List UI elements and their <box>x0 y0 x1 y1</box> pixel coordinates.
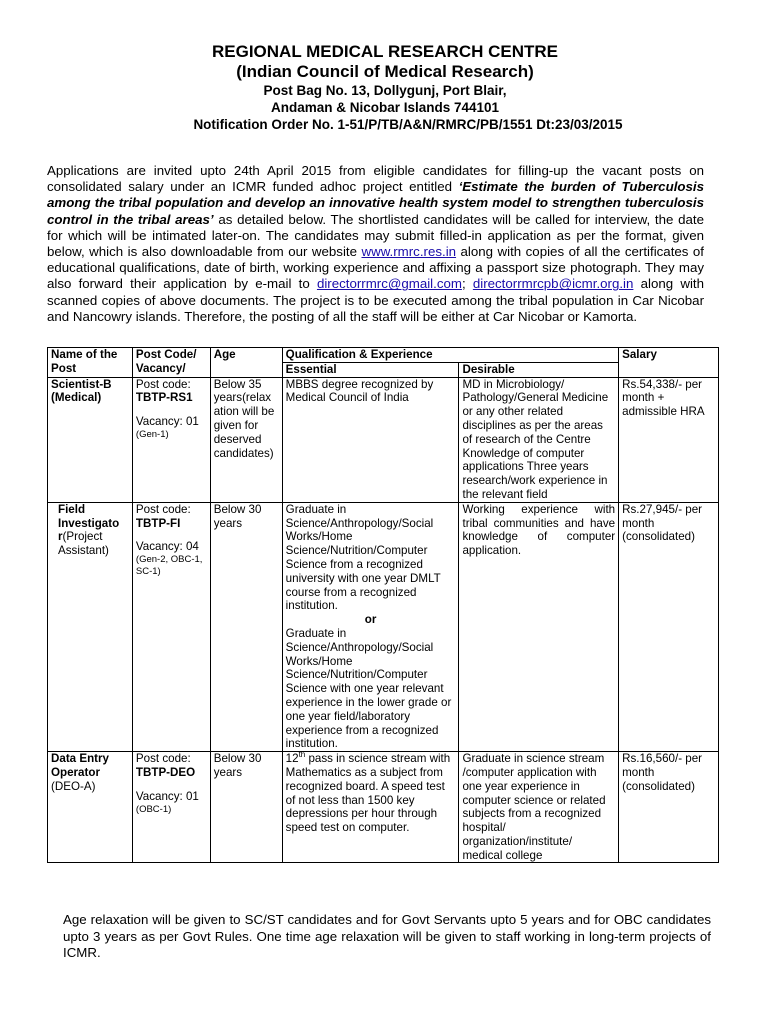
post-code-label: Post code: <box>135 502 191 516</box>
header-code: Post Code/ Vacancy/ <box>132 348 210 378</box>
essential-grade-suffix: th <box>298 750 306 760</box>
post-name-detail: (Project Assistant) <box>58 530 109 558</box>
post-code: TBTP-FI <box>135 516 181 530</box>
age-relaxation-note: Age relaxation will be given to SC/ST candidates and for Govt Servants upto 5 years and for OBC candidates upto 3 years as per Govt Rules. One time age relaxation will be given to staff working in long-term projects of ICMR. <box>63 912 711 960</box>
email-link-2[interactable]: directorrmrcpb@icmr.org.in <box>472 276 634 292</box>
post-code-label: Post code: <box>135 752 191 766</box>
post-code-label: Post code: <box>135 377 191 391</box>
salary-cell: Rs.16,560/- per month (consolidated) <box>619 752 719 863</box>
essential-or: or <box>364 613 377 627</box>
post-code-cell <box>132 502 210 751</box>
address-line-1: Post Bag No. 13, Dollygunj, Port Blair, <box>263 83 507 98</box>
post-name-cell <box>48 377 133 502</box>
address-line-2: Andaman & Nicobar Islands 744101 <box>270 100 500 115</box>
vacancy-category: (OBC-1) <box>135 803 172 815</box>
header-essential: Essential <box>282 362 459 377</box>
table-row <box>48 502 719 751</box>
email-separator: ; <box>461 276 473 292</box>
age-cell: Below 30 years <box>210 502 282 751</box>
intro-text-1: Applications are invited upto 24th April 2015 from eligible candidates for filling-up the vacant posts on consolidated salary under an ICMR funded adhoc project entitled <box>47 163 704 195</box>
notification-number: Notification Order No. 1-51/P/TB/A&N/RMRC/PB/1551 Dt:23/03/2015 <box>193 117 623 132</box>
post-name-cell <box>48 752 133 863</box>
header-desirable: Desirable <box>459 362 619 377</box>
header-salary: Salary <box>619 348 719 378</box>
vacancy-category: (Gen-2, OBC-1, SC-1) <box>135 554 203 578</box>
essential-cell <box>282 752 459 863</box>
post-code-cell <box>132 752 210 863</box>
header-name: Name of the Post <box>48 348 133 378</box>
intro-text-2: as detailed below. The shortlisted candidates will be called for interview, the date for which will be intimated later-on. The candidates may submit filled-in application as per the format, given below, which is also downloadable from our website <box>47 211 704 260</box>
essential-option-1: Graduate in Science/Anthropology/Social Works/Home Science/Nutrition/Computer Science from a recognized university with one year DMLT course from a recognized institution. <box>285 502 441 613</box>
post-name: Field Investigato r <box>58 502 120 544</box>
desirable-cell: Working experience with tribal communities and have knowledge of computer application. <box>459 502 619 751</box>
table-row <box>48 752 719 863</box>
intro-text-3: along with copies of all the certificates of educational qualifications, date of birth, working experience and affixing a passport size photograph. They may also forward their application by e-mail to <box>47 244 704 292</box>
header-qualification: Qualification & Experience <box>282 348 618 363</box>
vacancy-category: (Gen-1) <box>135 428 169 440</box>
intro-paragraph <box>47 163 704 325</box>
table-header-row <box>48 348 719 363</box>
vacancy-count: Vacancy: 01 <box>135 415 199 429</box>
post-name-cell <box>48 502 133 751</box>
desirable-cell: Graduate in science stream /computer application with one year experience in computer science or related subjects from a recognized hospital/ organization/institute/ medical college <box>459 752 619 863</box>
essential-text: pass in science stream with Mathematics as a subject from recognized board. A speed test of not less than 1500 key depressions per hour through speed test on computer. <box>285 752 451 835</box>
desirable-cell: MD in Microbiology/ Pathology/General Medicine or any other related disciplines as per the areas of research of the Centre Knowledge of computer applications Three years research/work experience in the relevant field <box>459 377 619 502</box>
post-code: TBTP-RS1 <box>135 391 193 405</box>
email-link-1[interactable]: directorrmrc@gmail.com <box>316 276 462 292</box>
parent-org: (Indian Council of Medical Research) <box>236 62 534 81</box>
salary-cell: Rs.54,338/- per month + admissible HRA <box>619 377 719 502</box>
project-title: ‘Estimate the burden of Tuberculosis among the tribal population and develop an innovative health system model to strengthen tuberculosis control in the tribal areas’ <box>47 179 705 227</box>
table-row <box>48 377 719 502</box>
post-name: Data Entry Operator <box>51 752 109 779</box>
essential-grade: 12 <box>285 752 299 766</box>
post-code: TBTP-DEO <box>135 765 196 779</box>
post-name-detail: (DEO-A) <box>51 779 96 793</box>
website-link[interactable]: www.rmrc.res.in <box>361 244 457 260</box>
essential-cell <box>282 502 459 751</box>
post-code-cell <box>132 377 210 502</box>
post-name: Scientist-B (Medical) <box>51 377 112 405</box>
letterhead <box>0 42 770 133</box>
essential-option-2: Graduate in Science/Anthropology/Social Works/Home Science/Nutrition/Computer Science with one year relevant experience in the lower grade or one year field/laboratory experience from a recognized institution. <box>285 626 452 751</box>
essential-cell: MBBS degree recognized by Medical Council of India <box>282 377 459 502</box>
age-cell: Below 35 years(relax ation will be given for deserved candidates) <box>210 377 282 502</box>
vacancy-table <box>47 347 719 863</box>
salary-cell: Rs.27,945/- per month (consolidated) <box>619 502 719 751</box>
org-name: REGIONAL MEDICAL RESEARCH CENTRE <box>211 42 558 61</box>
vacancy-count: Vacancy: 04 <box>135 540 199 554</box>
intro-text-4: along with scanned copies of above documents. The project is to be executed among the tribal population in Car Nicobar and Nancowry islands. Therefore, the posting of all the staff will be either at Car Nicobar or Kamorta. <box>47 276 704 324</box>
header-age: Age <box>210 348 282 378</box>
age-cell: Below 30 years <box>210 752 282 863</box>
vacancy-count: Vacancy: 01 <box>135 789 199 803</box>
